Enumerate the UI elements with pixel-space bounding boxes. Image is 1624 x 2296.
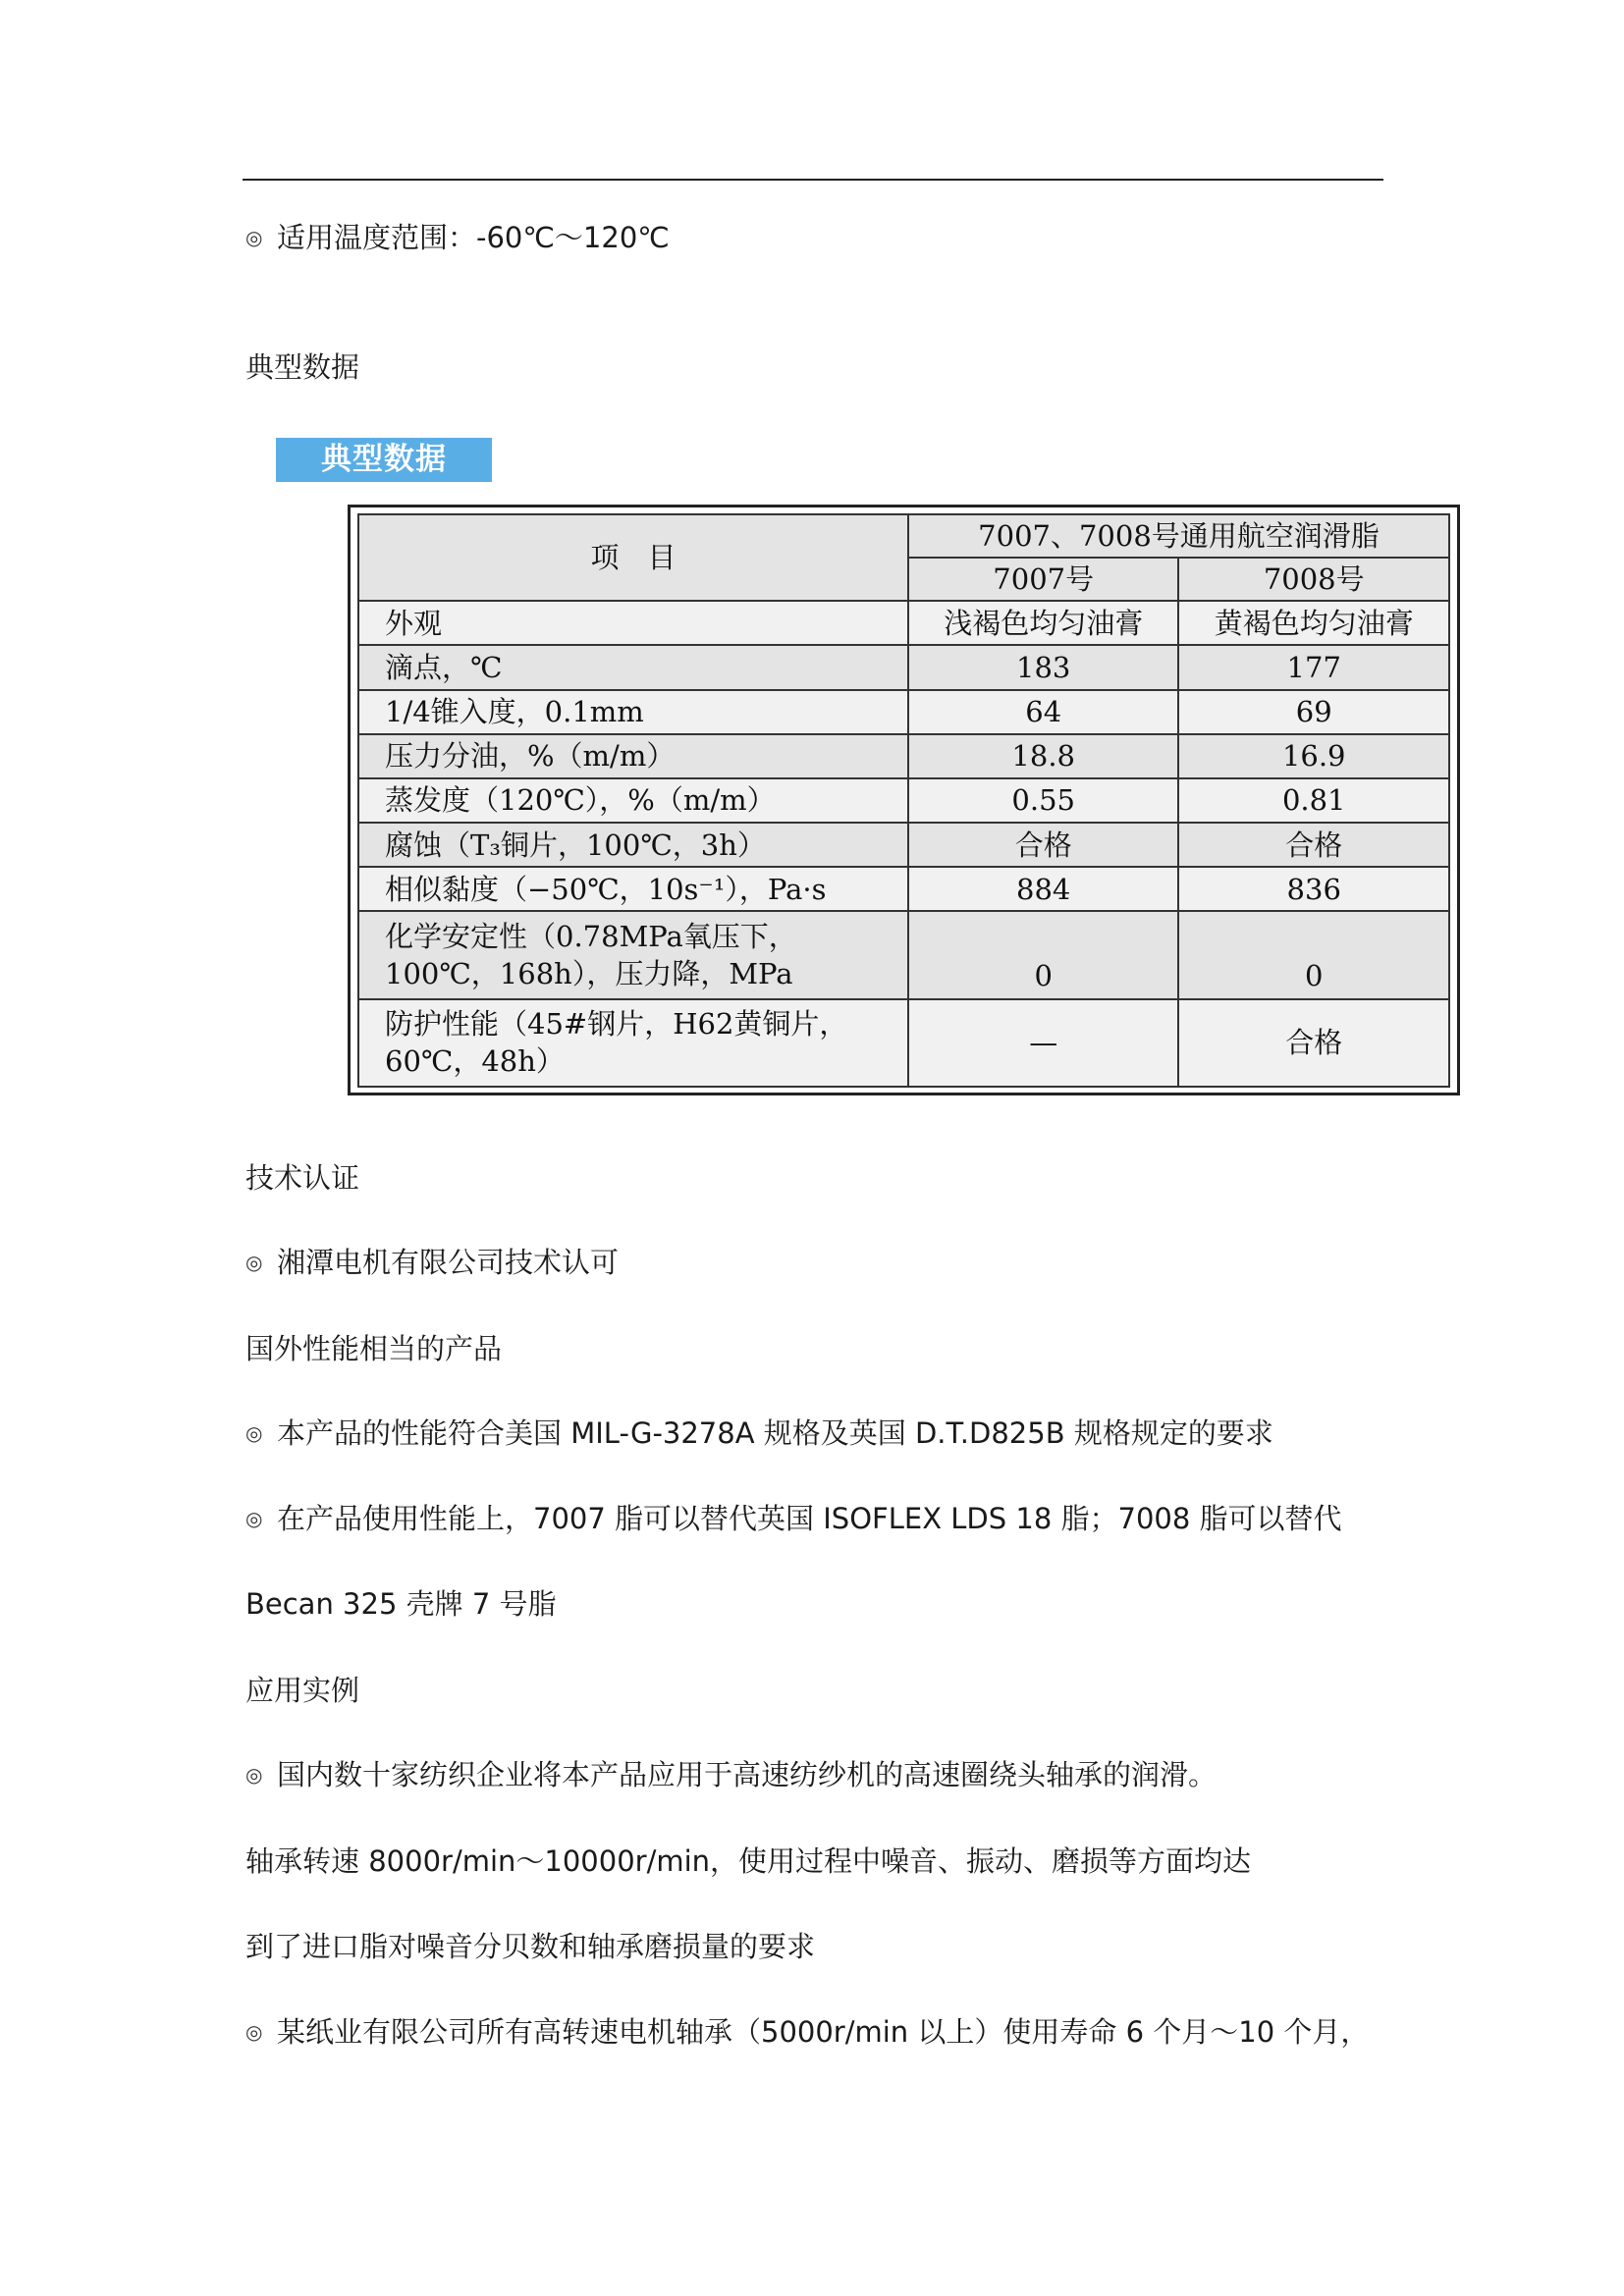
row-value-7008: 177 <box>1178 645 1449 689</box>
bullet-icon: ◎ <box>245 1251 263 1274</box>
row-value-7007: 64 <box>908 690 1179 734</box>
foreign-text-1: 本产品的性能符合美国 MIL-G-3278A 规格及英国 D.T.D825B 规格规定的要求 <box>277 1416 1273 1450</box>
foreign-line-2 <box>245 1499 1342 1538</box>
row-item-line: 60℃，48h） <box>385 1044 565 1079</box>
row-item <box>358 911 908 998</box>
row-item: 1/4锥入度，0.1mm <box>358 690 908 734</box>
row-item: 蒸发度（120℃），%（m/m） <box>358 778 908 823</box>
spec-table-frame <box>348 505 1460 1095</box>
application-line-2 <box>245 2012 1369 2052</box>
bullet-icon: ◎ <box>245 1507 263 1530</box>
foreign-text-2: 在产品使用性能上，7007 脂可以替代英国 ISOFLEX LDS 18 脂；7008 脂可以替代 <box>277 1502 1342 1535</box>
section-heading-tech-cert: 技术认证 <box>245 1161 360 1195</box>
table-row <box>358 601 1449 645</box>
foreign-line-2-continued: Becan 325 壳牌 7 号脂 <box>245 1587 557 1621</box>
row-value-7008: 黄褐色均匀油膏 <box>1178 601 1449 645</box>
row-item-line: 化学安定性（0.78MPa氧压下， <box>385 919 797 953</box>
row-item-line: 100℃，168h），压力降，MPa <box>385 956 793 990</box>
section-heading-applications: 应用实例 <box>245 1674 360 1707</box>
application-line-1 <box>245 1755 1217 1794</box>
temperature-range-text: 适用温度范围：-60℃～120℃ <box>277 221 670 254</box>
typical-data-tab-label: 典型数据 <box>276 438 492 482</box>
row-value-7007: 884 <box>908 867 1179 911</box>
row-value-7007: 18.8 <box>908 734 1179 778</box>
foreign-line-1 <box>245 1414 1273 1453</box>
cert-line <box>245 1243 619 1282</box>
row-value-7007: 0.55 <box>908 778 1179 823</box>
row-value-7007: 183 <box>908 645 1179 689</box>
application-text-2: 某纸业有限公司所有高转速电机轴承（5000r/min 以上）使用寿命 6 个月～10 个月， <box>277 2015 1370 2049</box>
bullet-icon: ◎ <box>245 1763 263 1787</box>
table-row <box>358 823 1449 867</box>
bullet-icon: ◎ <box>245 2020 263 2044</box>
row-value-7008: 0.81 <box>1178 778 1449 823</box>
row-value-7008: 69 <box>1178 690 1449 734</box>
table-header-row <box>358 514 1449 558</box>
section-heading-foreign-products: 国外性能相当的产品 <box>245 1332 503 1365</box>
row-value-7007: 0 <box>908 911 1179 998</box>
spec-table <box>357 513 1450 1088</box>
application-line-1-continued: 轴承转速 8000r/min～10000r/min，使用过程中噪音、振动、磨损等方面均达 <box>245 1844 1252 1878</box>
row-item: 压力分油，%（m/m） <box>358 734 908 778</box>
row-value-7008: 合格 <box>1178 823 1449 867</box>
row-item: 外观 <box>358 601 908 645</box>
header-col-7007: 7007号 <box>908 558 1179 601</box>
row-value-7008: 0 <box>1178 911 1449 998</box>
table-row <box>358 999 1449 1087</box>
row-item-line: 防护性能（45#钢片，H62黄铜片， <box>385 1007 848 1041</box>
table-row <box>358 911 1449 998</box>
row-value-7007: — <box>908 999 1179 1087</box>
row-item: 相似黏度（−50℃，10s⁻¹），Pa·s <box>358 867 908 911</box>
row-value-7008: 合格 <box>1178 999 1449 1087</box>
section-heading-typical-data: 典型数据 <box>245 350 360 384</box>
row-item: 腐蚀（T₃铜片，100℃，3h） <box>358 823 908 867</box>
application-text-1: 国内数十家纺织企业将本产品应用于高速纺纱机的高速圈绕头轴承的润滑。 <box>277 1758 1218 1791</box>
table-row <box>358 645 1449 689</box>
header-group: 7007、7008号通用航空润滑脂 <box>908 514 1449 558</box>
application-line-1-continued-2: 到了进口脂对噪音分贝数和轴承磨损量的要求 <box>245 1930 816 1963</box>
table-row <box>358 690 1449 734</box>
cert-text: 湘潭电机有限公司技术认可 <box>277 1246 620 1279</box>
row-value-7008: 836 <box>1178 867 1449 911</box>
header-rule <box>243 179 1383 181</box>
header-item: 项 目 <box>358 514 908 601</box>
header-col-7008: 7008号 <box>1178 558 1449 601</box>
row-item: 滴点，℃ <box>358 645 908 689</box>
row-value-7007: 浅褐色均匀油膏 <box>908 601 1179 645</box>
bullet-icon: ◎ <box>245 226 263 249</box>
bullet-icon: ◎ <box>245 1421 263 1445</box>
table-row <box>358 778 1449 823</box>
row-item <box>358 999 908 1087</box>
table-row <box>358 867 1449 911</box>
table-row <box>358 734 1449 778</box>
row-value-7007: 合格 <box>908 823 1179 867</box>
row-value-7008: 16.9 <box>1178 734 1449 778</box>
temperature-range-line <box>245 218 670 257</box>
